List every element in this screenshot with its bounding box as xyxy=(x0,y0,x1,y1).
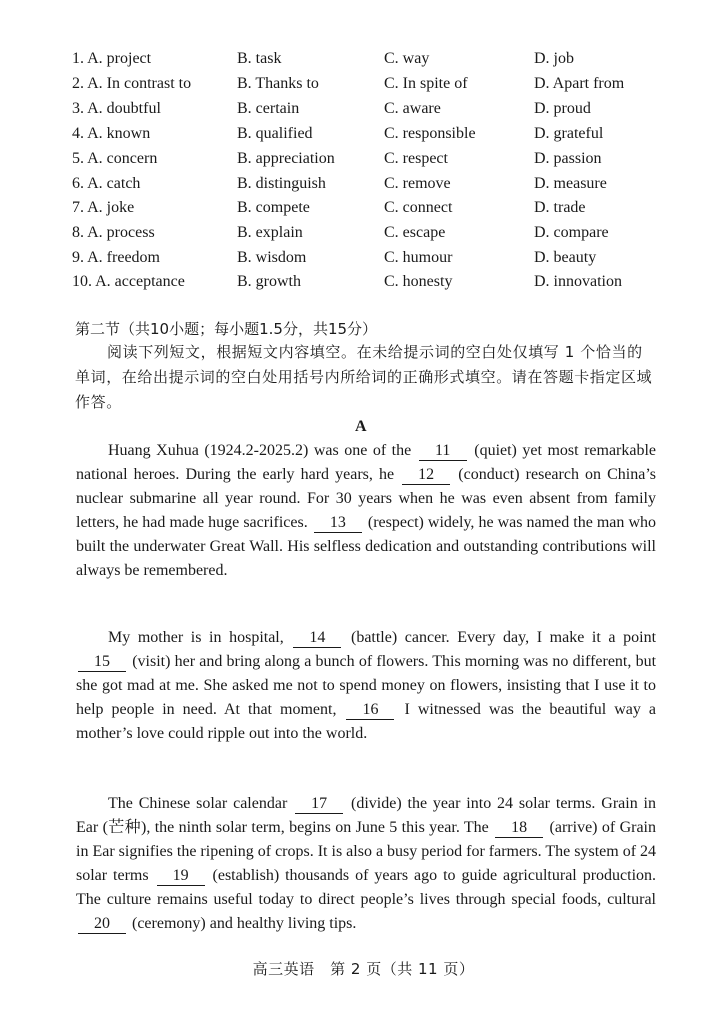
option-a: 4. A. known xyxy=(72,125,151,142)
option-a: 9. A. freedom xyxy=(72,249,160,266)
option-a: 6. A. catch xyxy=(72,175,141,192)
option-b: B. compete xyxy=(237,199,310,216)
option-d: D. beauty xyxy=(534,249,597,266)
option-row xyxy=(0,224,727,249)
option-c: C. aware xyxy=(384,100,441,117)
option-b: B. task xyxy=(237,50,282,67)
option-b: B. wisdom xyxy=(237,249,307,266)
passage-text: (visit) her and bring along a bunch of flowers. This morning was no different, but she got mad at me. She asked me not to spend money on flowers, insisting that I use it to help people in need. At that moment, xyxy=(76,653,657,718)
blank-12[interactable]: 12 xyxy=(402,466,450,485)
passage-text: (quiet) yet most remarkable national heroes. During the early hard years, he xyxy=(76,442,657,483)
option-row xyxy=(0,150,727,175)
option-d: D. proud xyxy=(534,100,591,117)
option-a: 1. A. project xyxy=(72,50,152,67)
option-b: B. explain xyxy=(237,224,303,241)
passage-text: Huang Xuhua (1924.2-2025.2) was one of the xyxy=(108,442,412,459)
passage-text: (establish) thousands of years ago to guide agricultural production. The culture remains useful today to direct people’s lives through special foods, cultural xyxy=(76,867,657,908)
option-d: D. grateful xyxy=(534,125,604,142)
option-d: D. innovation xyxy=(534,273,622,290)
passage-text: (ceremony) and healthy living tips. xyxy=(132,915,357,932)
option-c: C. way xyxy=(384,50,430,67)
blank-20[interactable]: 20 xyxy=(78,915,126,934)
option-b: B. Thanks to xyxy=(237,75,319,92)
option-a: 2. A. In contrast to xyxy=(72,75,192,92)
option-b: B. growth xyxy=(237,273,301,290)
passage-paragraph xyxy=(76,626,656,746)
passage-text: My mother is in hospital, xyxy=(108,629,284,646)
passage-text: (arrive) of Grain in Ear signifies the ripening of crops. It is also a busy period for farmers. The system of 24 solar terms xyxy=(76,819,657,884)
option-d: D. job xyxy=(534,50,574,67)
option-row xyxy=(0,175,727,200)
passage-text: (respect) widely, he was named the man who built the underwater Great Wall. His selfless dedication and outstanding contributions will always be remembered. xyxy=(76,514,657,579)
blank-13[interactable]: 13 xyxy=(314,514,362,533)
passage-text: I witnessed was the beautiful way a mother’s love could ripple out into the world. xyxy=(76,701,657,742)
option-row xyxy=(0,125,727,150)
option-c: C. responsible xyxy=(384,125,476,142)
option-c: C. remove xyxy=(384,175,451,192)
blank-16[interactable]: 16 xyxy=(346,701,394,720)
option-c: C. humour xyxy=(384,249,453,266)
passage-paragraph xyxy=(76,439,656,583)
passage-text: (divide) the year into 24 solar terms. Grain in Ear (芒种), the ninth solar term, begins on June 5 this year. The xyxy=(76,795,657,836)
option-a: 8. A. process xyxy=(72,224,155,241)
option-d: D. Apart from xyxy=(534,75,625,92)
blank-17[interactable]: 17 xyxy=(295,795,343,814)
option-c: C. honesty xyxy=(384,273,453,290)
option-a: 3. A. doubtful xyxy=(72,100,161,117)
blank-14[interactable]: 14 xyxy=(293,629,341,648)
passage-text: The Chinese solar calendar xyxy=(108,795,288,812)
page-footer: 高三英语 第 2 页（共 11 页） xyxy=(252,960,475,978)
option-b: B. qualified xyxy=(237,125,313,142)
passage-text: (battle) cancer. Every day, I make it a point xyxy=(350,629,657,646)
passage-text: (conduct) research on China’s nuclear submarine all year round. For 30 years when he was even absent from family letters, he had made huge sacrifices. xyxy=(76,466,657,531)
option-row xyxy=(0,273,727,298)
option-d: D. measure xyxy=(534,175,607,192)
option-c: C. In spite of xyxy=(384,75,468,92)
blank-11[interactable]: 11 xyxy=(419,442,467,461)
option-c: C. respect xyxy=(384,150,448,167)
passage-title: A xyxy=(355,418,367,435)
option-row xyxy=(0,100,727,125)
option-b: B. distinguish xyxy=(237,175,326,192)
option-d: D. passion xyxy=(534,150,602,167)
option-c: C. connect xyxy=(384,199,453,216)
option-b: B. appreciation xyxy=(237,150,335,167)
blank-18[interactable]: 18 xyxy=(495,819,543,838)
option-c: C. escape xyxy=(384,224,446,241)
option-row xyxy=(0,199,727,224)
blank-15[interactable]: 15 xyxy=(78,653,126,672)
option-d: D. compare xyxy=(534,224,609,241)
option-d: D. trade xyxy=(534,199,586,216)
section-heading: 第二节（共10小题；每小题1.5分，共15分） xyxy=(75,320,378,338)
option-b: B. certain xyxy=(237,100,300,117)
option-a: 10. A. acceptance xyxy=(72,273,185,290)
option-row xyxy=(0,75,727,100)
option-a: 5. A. concern xyxy=(72,150,158,167)
passage-paragraph xyxy=(76,792,656,936)
blank-19[interactable]: 19 xyxy=(157,867,205,886)
section-instructions: 阅读下列短文，根据短文内容填空。在未给提示词的空白处仅填写 1 个恰当的单词，在给出提示词的空白处用括号内所给词的正确形式填空。请在答题卡指定区域作答。 xyxy=(75,343,653,411)
option-a: 7. A. joke xyxy=(72,199,135,216)
option-row xyxy=(0,249,727,274)
option-row xyxy=(0,50,727,75)
